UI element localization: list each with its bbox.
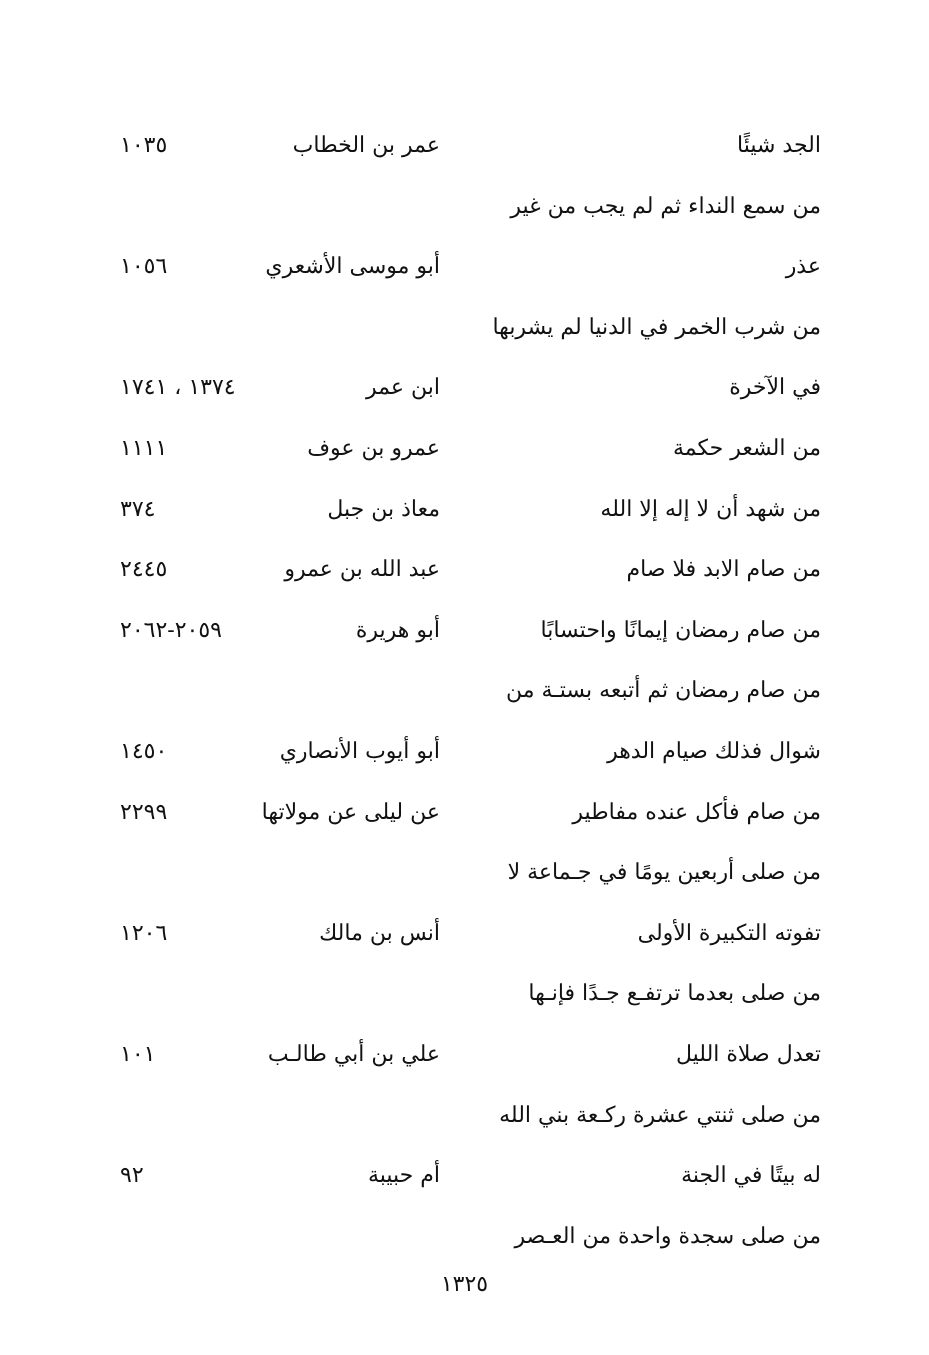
narrator-name: عبد الله بن عمرو bbox=[284, 557, 440, 583]
narrator-name: علي بن أبي طالـب bbox=[267, 1041, 440, 1067]
hadith-text: من الشعر حكمة bbox=[673, 435, 821, 461]
hadith-text: في الآخرة bbox=[729, 375, 821, 401]
table-row bbox=[0, 540, 929, 601]
hadith-number: ٢٢٩٩ bbox=[120, 799, 168, 825]
hadith-number: ٢٠٥٩-٢٠٦٢ bbox=[120, 617, 222, 643]
table-row bbox=[0, 722, 929, 783]
table-row bbox=[0, 1207, 929, 1268]
hadith-number: ٣٧٤ bbox=[120, 496, 156, 522]
table-row bbox=[0, 964, 929, 1025]
hadith-text: تعدل صلاة الليل bbox=[676, 1041, 821, 1067]
hadith-number: ١٠٥٦ bbox=[120, 254, 168, 280]
table-row bbox=[0, 298, 929, 359]
hadith-number: ١٢٠٦ bbox=[120, 920, 168, 946]
narrator-name: أبو هريرة bbox=[355, 617, 440, 643]
narrator-name: ابن عمر bbox=[366, 375, 440, 401]
hadith-number: ٢٤٤٥ bbox=[120, 557, 168, 583]
table-row bbox=[0, 601, 929, 662]
hadith-number: ٩٢ bbox=[120, 1163, 144, 1189]
hadith-text: شوال فذلك صيام الدهر bbox=[607, 738, 821, 764]
hadith-text: عذر bbox=[785, 254, 821, 280]
narrator-name: أبو أيوب الأنصاري bbox=[279, 738, 440, 764]
hadith-number: ١٣٧٤ ، ١٧٤١ bbox=[120, 375, 236, 401]
hadith-text: له بيتًا في الجنة bbox=[681, 1163, 821, 1189]
table-row bbox=[0, 480, 929, 541]
page-number: ١٣٢٥ bbox=[440, 1272, 489, 1297]
hadith-text: من صام الابد فلا صام bbox=[626, 557, 821, 583]
narrator-name: أم حبيبة bbox=[367, 1163, 440, 1189]
table-row bbox=[0, 1025, 929, 1086]
table-row bbox=[0, 904, 929, 965]
table-row bbox=[0, 783, 929, 844]
hadith-text: الجد شيئًا bbox=[737, 133, 821, 158]
hadith-number: ١١١١ bbox=[120, 435, 168, 461]
table-row bbox=[0, 358, 929, 419]
table-row bbox=[0, 843, 929, 904]
table-row bbox=[0, 177, 929, 238]
table-row bbox=[0, 419, 929, 480]
hadith-text: من شرب الخمر في الدنيا لم يشربها bbox=[492, 314, 821, 340]
table-row bbox=[0, 116, 929, 177]
hadith-text: من شهد أن لا إله إلا الله bbox=[600, 496, 821, 522]
hadith-text: من صام رمضان ثم أتبعه بستـة من bbox=[505, 678, 821, 704]
hadith-text: من سمع النداء ثم لم يجب من غير bbox=[510, 193, 821, 219]
table-row bbox=[0, 1086, 929, 1147]
hadith-number: ١٠٣٥ bbox=[120, 133, 168, 158]
hadith-text: من صلى سجدة واحدة من العـصر bbox=[514, 1223, 821, 1249]
narrator-name: عمر بن الخطاب bbox=[292, 133, 440, 158]
narrator-name: معاذ بن جبل bbox=[327, 496, 440, 522]
narrator-name: أبو موسى الأشعري bbox=[265, 254, 440, 280]
table-row bbox=[0, 661, 929, 722]
table-row bbox=[0, 237, 929, 298]
table-row bbox=[0, 1146, 929, 1207]
narrator-name: عن ليلى عن مولاتها bbox=[261, 799, 440, 825]
hadith-index-table bbox=[0, 116, 929, 1267]
narrator-name: أنس بن مالك bbox=[319, 920, 440, 946]
hadith-text: من صام رمضان إيمانًا واحتسابًا bbox=[540, 617, 821, 643]
hadith-number: ١٤٥٠ bbox=[120, 738, 168, 764]
hadith-text: من صلى بعدما ترتفـع جـدًا فإنـها bbox=[528, 981, 821, 1007]
hadith-number: ١٠١ bbox=[120, 1041, 156, 1067]
hadith-text: تفوته التكبيرة الأولى bbox=[637, 920, 821, 946]
hadith-text: من صلى ثنتي عشرة ركـعة بني الله bbox=[499, 1102, 821, 1128]
hadith-text: من صلى أربعين يومًا في جـماعة لا bbox=[507, 860, 821, 886]
hadith-text: من صام فأكل عنده مفاطير bbox=[572, 799, 821, 825]
narrator-name: عمرو بن عوف bbox=[307, 435, 440, 461]
